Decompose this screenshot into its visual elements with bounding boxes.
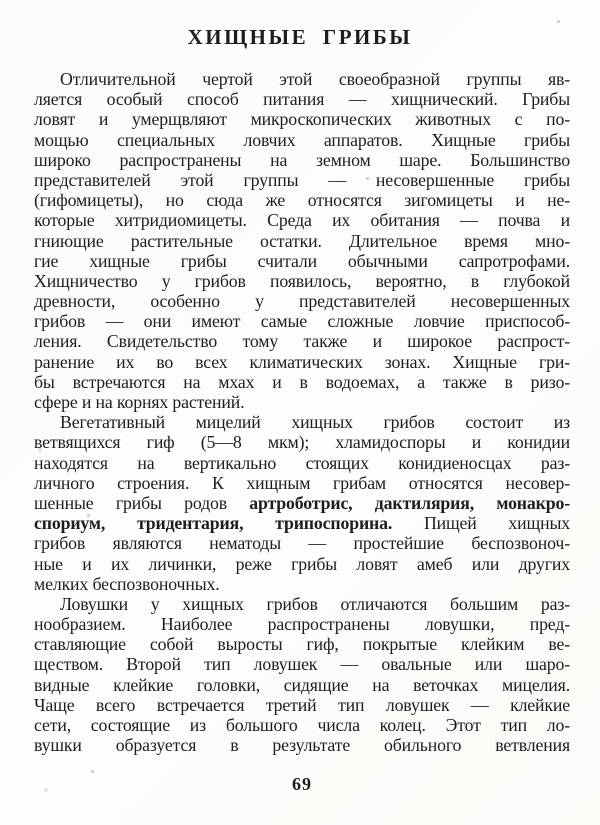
text-segment: вушки образуется в результате обильного ветвления [34,735,570,756]
text-segment: нообразием. Наиболее распространены ловушки, пред- [34,614,570,635]
text-segment: видные клейкие головки, сидящие на веточках мицелия. [34,674,570,695]
text-line [34,675,570,695]
text-segment: древности, особенно у представителей несовершенных [34,291,570,312]
text-line [34,614,570,634]
bold-text-segment: артроботрис, дактилярия, монакро- [249,492,570,513]
text-segment: широко распространены на земном шаре. Большинство [34,149,570,170]
text-line [34,190,570,210]
paragraph [34,69,570,412]
text-segment: мощью специальных ловчих аппаратов. Хищные грибы [34,129,570,150]
text-line [34,533,570,553]
page-number: 69 [292,774,312,794]
paragraph [34,594,570,756]
text-segment: сфере и на корнях растений. [34,392,245,412]
text-line [34,695,570,715]
text-line [34,473,570,493]
text-line [34,372,570,392]
text-segment: Ловушки у хищных грибов отличаются большим раз- [60,593,570,614]
text-segment: ляется особый способ питания — хищнический. Грибы [34,89,570,110]
scan-speckle [40,545,44,549]
text-line [34,311,570,331]
text-segment: ставляющие собой выросты гиф, покрытые клейким ве- [34,634,570,655]
page-body [34,69,570,755]
text-segment: шенные грибы родов [34,492,250,513]
text-line [34,210,570,230]
text-segment: Вегетативный мицелий хищных грибов состоит из [60,412,570,433]
text-segment: ловят и умерщвляют микроскопических животных с по- [34,109,570,130]
text-line [34,170,570,190]
text-line [34,69,570,89]
text-line [34,291,570,311]
text-line [34,109,570,129]
text-segment: ветвящихся гиф (5—8 мкм); хламидоспоры и конидии [34,432,570,453]
text-segment: грибов являются нематоды — простейшие беспозвоноч- [34,533,570,554]
text-line [34,412,570,432]
text-line [34,513,570,533]
scan-speckle [160,99,164,103]
text-segment: Чаще всего встречается третий тип ловушек — клейкие [34,694,570,715]
text-segment: представителей этой группы — несовершенные грибы [34,169,570,190]
text-segment: сети, состоящие из большого числа колец. Этот тип ло- [34,715,570,735]
text-line [34,331,570,351]
text-segment: ления. Свидетельство тому также и широкое распрост- [34,331,570,352]
text-segment: ранение их во всех климатических зонах. Хищные гри- [34,351,570,372]
text-segment: которые хитридиомицеты. Среда их обитания — почва и [34,210,570,231]
text-line [34,271,570,291]
text-segment: мелких беспозвоночных. [34,573,220,594]
text-line [34,715,570,735]
text-segment: бы встречаются на мхах и в водоемах, а также в ризо- [34,371,570,392]
text-line [34,453,570,473]
text-line [34,392,570,412]
text-line [34,130,570,150]
text-segment: (гифомицеты), но сюда же относятся зигомицеты и не- [34,190,570,211]
text-segment: личного строения. К хищным грибам относятся несовер- [34,472,570,493]
text-line [34,432,570,452]
text-line [34,594,570,614]
text-segment: гниющие растительные остатки. Длительное время мно- [34,230,570,251]
text-line [34,89,570,109]
scan-speckle [44,788,48,792]
text-line [34,574,570,594]
text-line [34,352,570,372]
scan-speckle [366,177,369,180]
scan-speckle [557,20,560,23]
text-segment: гие хищные грибы считали обычными сапротрофами. [34,250,570,271]
scan-speckle [38,448,42,452]
text-line [34,493,570,513]
text-line [34,231,570,251]
text-segment: находятся на вертикально стоящих конидиеносцах раз- [34,452,570,473]
text-line [34,634,570,654]
text-line [34,735,570,755]
text-segment: ные и их личинки, реже грибы ловят амеб или других [34,553,570,574]
text-line [34,554,570,574]
text-segment: грибов — они имеют самые сложные ловчие приспособ- [34,311,570,332]
page-title: ХИЩНЫЕ ГРИБЫ [187,25,413,49]
text-line [34,150,570,170]
text-segment: Отличительной чертой этой своеобразной группы яв- [60,69,570,89]
bold-text-segment: спориум, тридентария, трипоспорина. [34,513,393,534]
scan-speckle [91,770,94,773]
text-line [34,251,570,271]
scan-speckle [87,514,90,517]
paragraph [34,412,570,594]
text-segment: ществом. Второй тип ловушек — овальные или шаро- [34,654,570,675]
text-line [34,654,570,674]
text-segment: Хищничество у грибов появилось, вероятно, в глубокой [34,270,570,291]
text-segment: Пищей хищных [392,513,570,534]
